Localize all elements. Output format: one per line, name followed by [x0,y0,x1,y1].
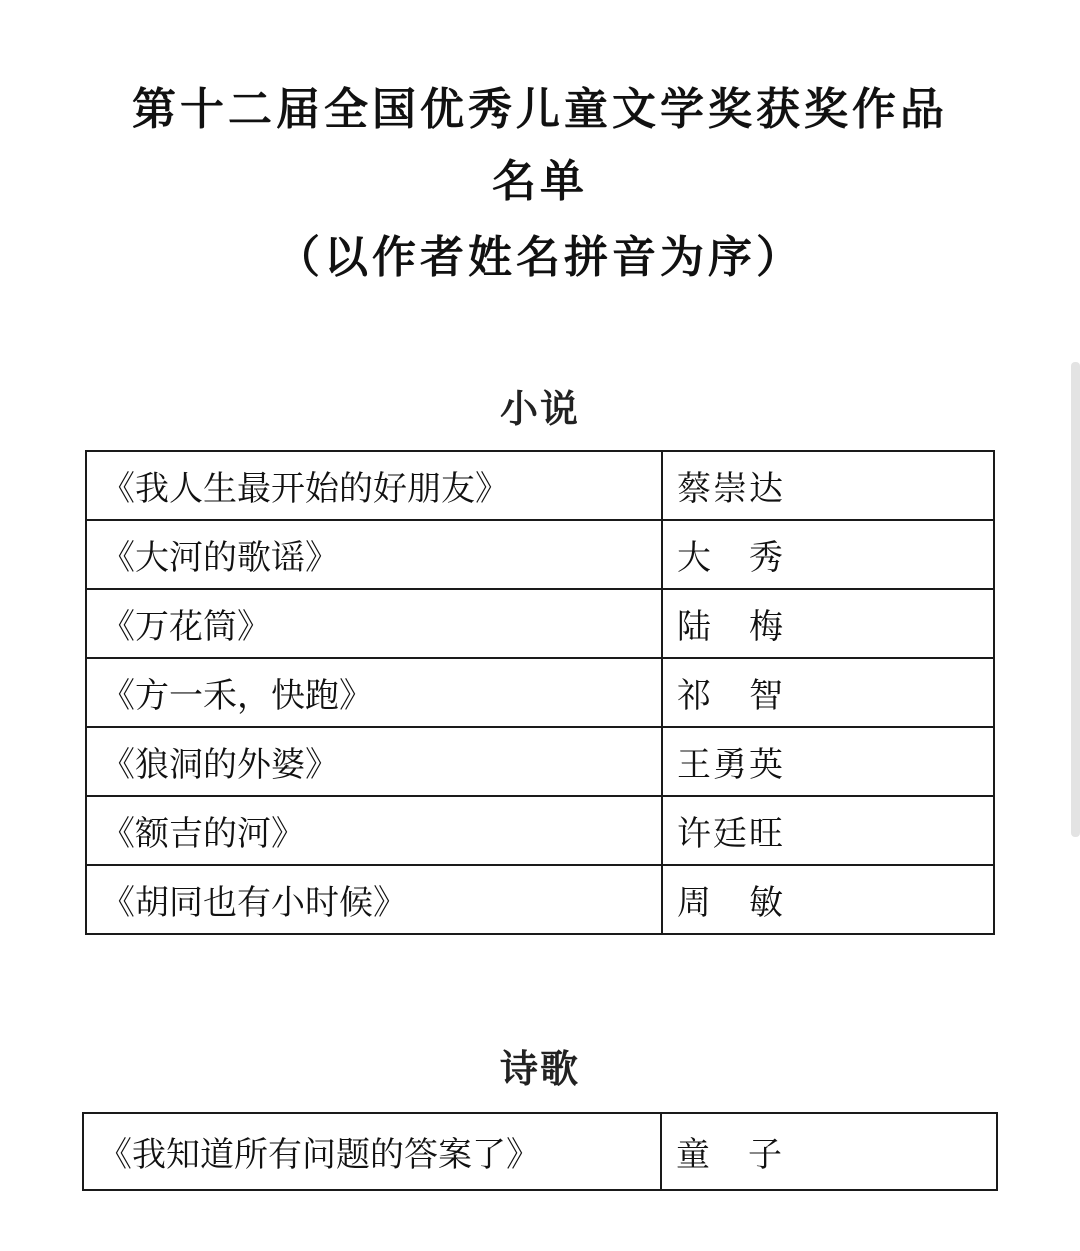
work-title-cell: 《我知道所有问题的答案了》 [83,1113,661,1190]
author-cell: 童 子 [661,1113,997,1190]
work-title-cell: 《额吉的河》 [86,796,662,865]
work-title-cell: 《我人生最开始的好朋友》 [86,451,662,520]
title-line-1: 第十二届全国优秀儿童文学奖获奖作品 [132,84,948,135]
table-row [86,520,994,589]
scrollbar-thumb[interactable] [1071,362,1080,837]
work-title-cell: 《万花筒》 [86,589,662,658]
table-row [86,451,994,520]
work-title-cell: 《狼洞的外婆》 [86,727,662,796]
author-cell: 祁 智 [662,658,994,727]
author-cell: 王勇英 [662,727,994,796]
section-heading-poetry: 诗歌 [499,1047,580,1091]
work-title-cell: 《胡同也有小时候》 [86,865,662,934]
work-title-cell: 《方一禾，快跑》 [86,658,662,727]
author-cell: 蔡崇达 [662,451,994,520]
table-row [86,589,994,658]
author-cell: 周 敏 [662,865,994,934]
work-title-cell: 《大河的歌谣》 [86,520,662,589]
table-row [86,727,994,796]
title-line-3: （以作者姓名拼音为序） [276,232,804,283]
novel-award-table [85,450,995,935]
table-row [83,1113,997,1190]
title-line-2: 名单 [492,156,588,207]
author-cell: 大 秀 [662,520,994,589]
table-row [86,796,994,865]
author-cell: 许廷旺 [662,796,994,865]
poetry-award-table [82,1112,998,1191]
section-heading-novel: 小说 [499,387,580,431]
author-cell: 陆 梅 [662,589,994,658]
table-row [86,658,994,727]
table-row [86,865,994,934]
